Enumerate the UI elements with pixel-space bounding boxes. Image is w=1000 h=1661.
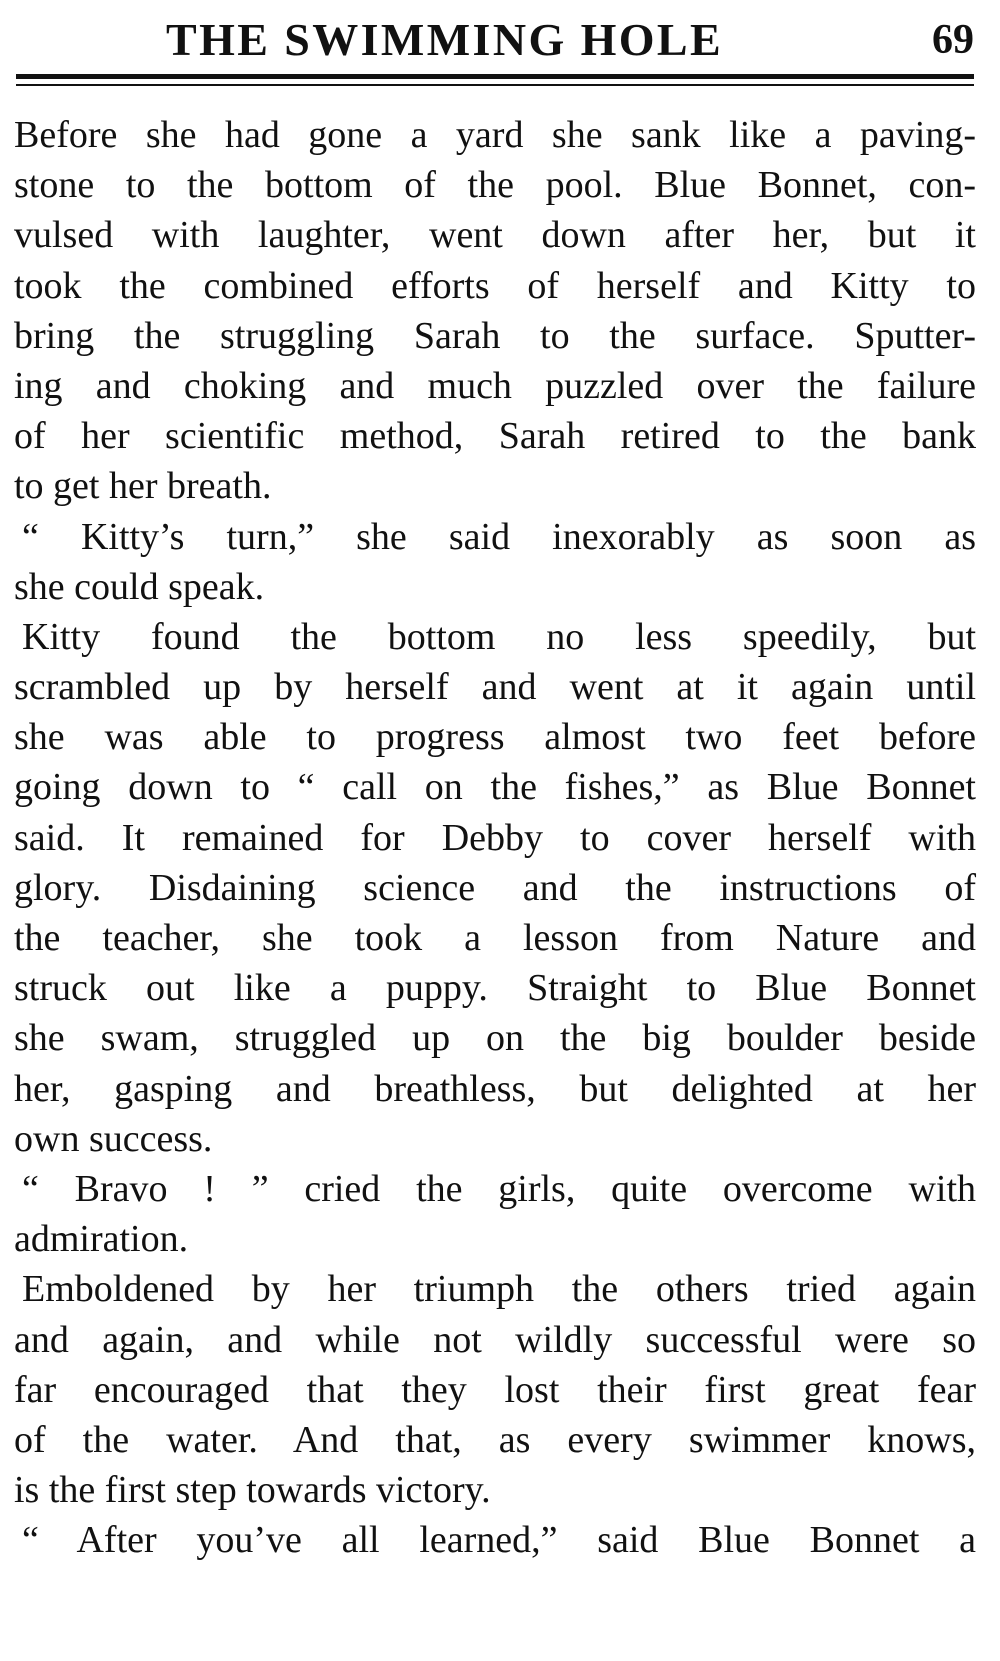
page-number: 69 — [932, 17, 974, 63]
text-line: vulsed with laughter, went down after her, but it — [14, 214, 976, 257]
text-line: the teacher, she took a lesson from Nature and — [14, 917, 976, 959]
text-line: “ After you’ve all learned,” said Blue Bonnet a — [22, 1519, 976, 1562]
text-line: far encouraged that they lost their first great fear — [14, 1368, 976, 1411]
text-line: and again, and while not wildly successful were so — [14, 1318, 976, 1361]
text-line: admiration. — [14, 1218, 189, 1261]
text-line: said. It remained for Debby to cover herself with — [14, 816, 976, 859]
text-line: is the first step towards victory. — [14, 1469, 491, 1512]
text-line: Before she had gone a yard she sank like a paving- — [14, 114, 976, 156]
text-line: scrambled up by herself and went at it again until — [14, 666, 976, 709]
header-rule-thick — [16, 74, 974, 79]
running-head — [14, 14, 974, 66]
text-line: she swam, struggled up on the big boulder beside — [14, 1017, 976, 1060]
text-line: “ Kitty’s turn,” she said inexorably as soon as — [22, 515, 976, 558]
text-line: own success. — [14, 1117, 213, 1160]
text-line: stone to the bottom of the pool. Blue Bonnet, con- — [14, 164, 976, 207]
body-text — [14, 110, 976, 1565]
text-line: bring the struggling Sarah to the surface. Sputter- — [14, 314, 976, 357]
text-line: took the combined efforts of herself and Kitty to — [14, 264, 976, 307]
text-line: of her scientific method, Sarah retired to the bank — [14, 415, 976, 458]
text-line: going down to “ call on the fishes,” as Blue Bonnet — [14, 766, 976, 809]
text-line: she was able to progress almost two feet before — [14, 716, 976, 759]
text-line: Emboldened by her triumph the others tried again — [22, 1268, 976, 1311]
text-line: struck out like a puppy. Straight to Blue Bonnet — [14, 967, 976, 1010]
chapter-running-title: THE SWIMMING HOLE — [166, 14, 724, 65]
text-line: “ Bravo ! ” cried the girls, quite overcome with — [22, 1167, 976, 1210]
text-line: of the water. And that, as every swimmer knows, — [14, 1418, 976, 1461]
header-rule-thin — [16, 84, 974, 86]
text-line: glory. Disdaining science and the instructions of — [14, 866, 976, 909]
text-line: her, gasping and breathless, but delighted at her — [14, 1067, 976, 1110]
text-line: Kitty found the bottom no less speedily, but — [22, 615, 976, 658]
text-line: to get her breath. — [14, 465, 272, 508]
text-line: she could speak. — [14, 565, 265, 608]
text-line: ing and choking and much puzzled over the failure — [14, 364, 976, 407]
